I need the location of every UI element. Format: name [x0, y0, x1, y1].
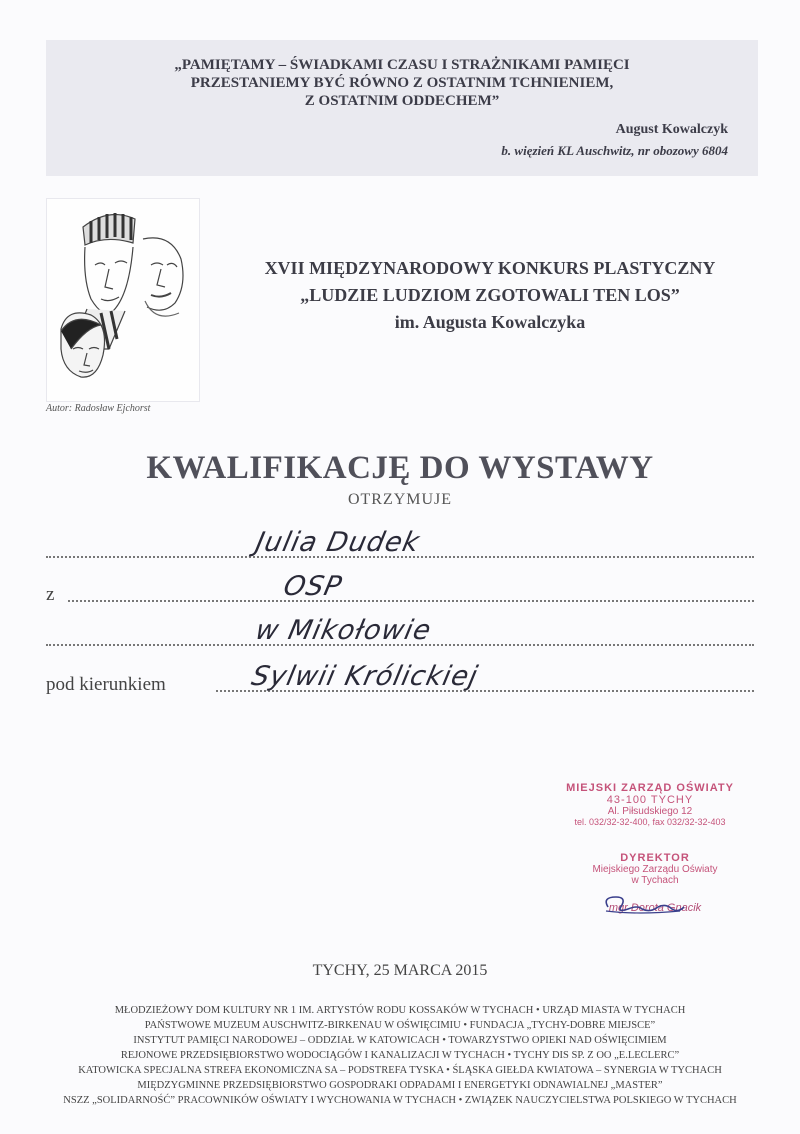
- supervisor-field-row: [46, 656, 754, 696]
- name-field-row: [46, 522, 754, 562]
- supervisor-label: pod kierunkiem: [46, 674, 166, 695]
- sponsor-line: KATOWICKA SPECJALNA STREFA EKONOMICZNA SA – PODSTREFA TYSKA • ŚLĄSKA GIEŁDA KWIATOWA – SYNERGIA W TYCHACH: [78, 1065, 722, 1076]
- name-handwritten: Julia Dudek: [252, 527, 423, 558]
- from-handwritten: OSP: [280, 571, 345, 602]
- sponsor-line: MŁODZIEŻOWY DOM KULTURY NR 1 IM. ARTYSTÓW RODU KOSSAKÓW W TYCHACH • URZĄD MIASTA W TYCHACH: [114, 1005, 686, 1016]
- quote-box: [46, 40, 758, 176]
- contest-line-3: im. Augusta Kowalczyka: [394, 312, 586, 332]
- from-field-row: [46, 566, 754, 606]
- quote-line: Z OSTATNIM ODDECHEM”: [304, 93, 500, 109]
- sponsor-line: PAŃSTWOWE MUZEUM AUSCHWITZ-BIRKENAU W OŚWIĘCIMIU • FUNDACJA „TYCHY-DOBRE MIEJSCE”: [144, 1020, 656, 1031]
- place-field-row: [46, 610, 754, 650]
- sponsor-line: NSZZ „SOLIDARNOŚĆ” PRACOWNIKÓW OŚWIATY I WYCHOWANIA W TYCHACH • ZWIĄZEK NAUCZYCIELSTWA POLSKIEGO W TYCHACH: [63, 1095, 737, 1106]
- contest-heading: [210, 255, 770, 336]
- issue-date: TYCHY, 25 MARCA 2015: [312, 962, 488, 979]
- portrait-drawing-icon: [46, 198, 200, 402]
- contest-line-2: „LUDZIE LUDZIOM ZGOTOWALI TEN LOS”: [300, 285, 680, 305]
- director-office: Miejskiego Zarządu Oświaty: [592, 864, 718, 875]
- stamp-line-4: tel. 032/32-32-400, fax 032/32-32-403: [574, 817, 726, 827]
- certificate-title: KWALIFIKACJĘ DO WYSTAWY: [146, 450, 654, 486]
- quote-author-note: b. więzień KL Auschwitz, nr obozowy 6804: [501, 143, 728, 158]
- drawing-credit: Autor: Radosław Ejchorst: [46, 403, 151, 414]
- from-dotted-line: [68, 600, 754, 602]
- quote-text: [46, 56, 758, 110]
- stamp-line-2: 43-100 TYCHY: [606, 794, 694, 806]
- from-label: z: [46, 584, 55, 605]
- contest-line-1: XVII MIĘDZYNARODOWY KONKURS PLASTYCZNY: [264, 258, 716, 278]
- certificate-subtitle: OTRZYMUJE: [347, 491, 453, 508]
- quote-line: „PAMIĘTAMY – ŚWIADKAMI CZASU I STRAŻNIKAMI PAMIĘCI: [174, 57, 630, 73]
- director-city: w Tychach: [631, 875, 679, 886]
- director-title: DYREKTOR: [620, 852, 690, 864]
- portrait-drawing-svg: [47, 199, 199, 401]
- stamp-line-3: Al. Piłsudskiego 12: [607, 806, 693, 817]
- sponsors-list: [20, 1003, 780, 1108]
- place-handwritten: w Mikołowie: [252, 615, 435, 646]
- quote-author: August Kowalczyk: [615, 122, 728, 137]
- handwritten-signature: [598, 889, 688, 919]
- sponsor-line: INSTYTUT PAMIĘCI NARODOWEJ – ODDZIAŁ W KATOWICACH • TOWARZYSTWO OPIEKI NAD OŚWIĘCIMIEM: [133, 1035, 667, 1046]
- sponsor-line: MIĘDZYGMINNE PRZEDSIĘBIORSTWO GOSPODRAKI ODPADAMI I ENERGETYKI ODNAWIALNEJ „MASTER”: [137, 1080, 663, 1091]
- office-stamp: [540, 782, 760, 827]
- stamp-line-1: MIEJSKI ZARZĄD OŚWIATY: [566, 782, 734, 794]
- director-name: mgr Dorota Gnacik: [608, 902, 702, 914]
- quote-line: PRZESTANIEMY BYĆ RÓWNO Z OSTATNIM TCHNIENIEM,: [190, 75, 614, 91]
- sponsor-line: REJONOWE PRZEDSIĘBIORSTWO WODOCIĄGÓW I KANALIZACJI W TYCHACH • TYCHY DIS SP. Z OO „E.LECLERC”: [120, 1050, 680, 1061]
- supervisor-handwritten: Sylwii Królickiej: [248, 661, 482, 692]
